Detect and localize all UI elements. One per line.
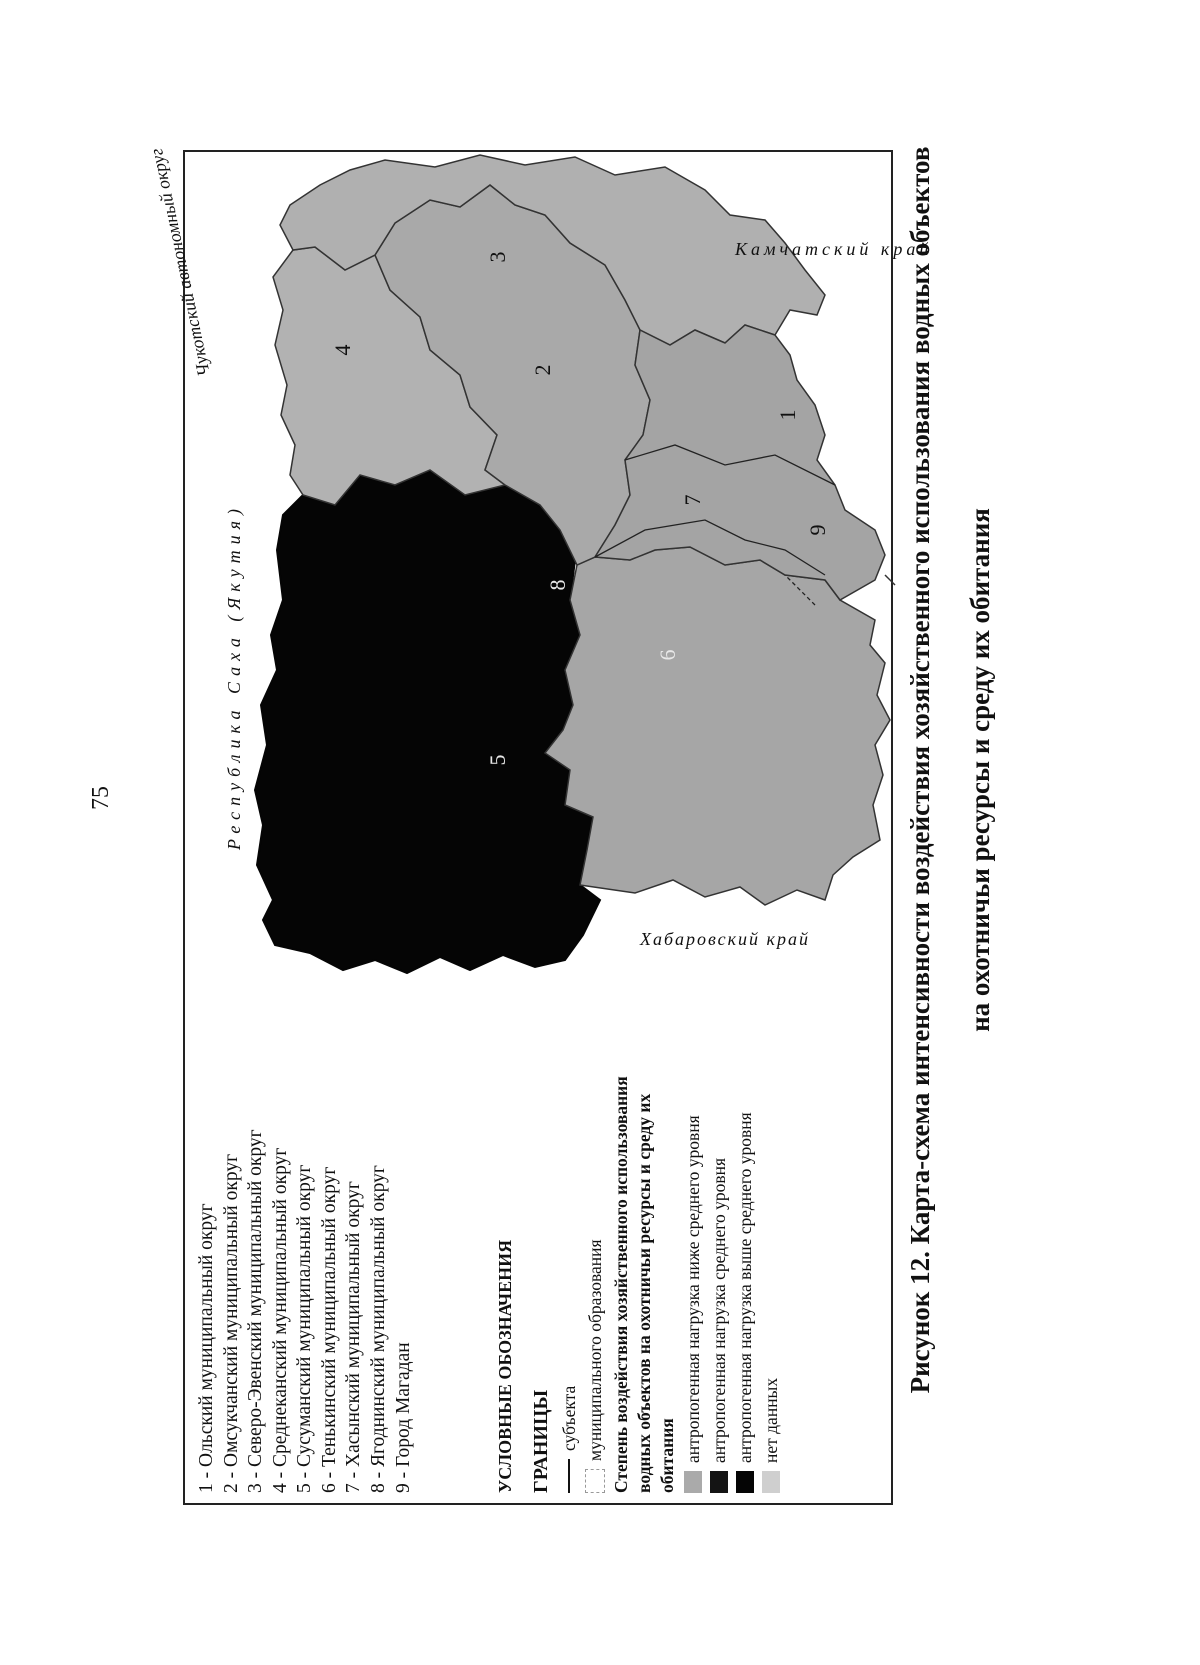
district-number-8: 8 [545,579,570,591]
district-list-item: 7 - Хасынский муниципальный округ [343,1181,365,1493]
district-number-6: 6 [655,649,680,661]
district-list-item: 6 - Тенькинский муниципальный округ [318,1166,340,1493]
district-list-item: 1 - Ольский муниципальный округ [196,1203,217,1493]
region-south [545,547,890,905]
district-number-2: 2 [530,364,555,376]
label-khabarovsk: Хабаровский край [640,929,810,949]
page-number: 75 [88,786,114,810]
level-label: антропогенная нагрузка ниже среднего уровня [683,1115,704,1463]
label-kamchatka: Камчатский край [735,239,933,259]
impact-title: Степень воздействия хозяйственного использования водных объектов на охотничьи ресурсы и среду их обитания [611,1076,677,1493]
district-number-5: 5 [485,754,510,766]
district-number-1: 1 [775,409,800,421]
borders-title: ГРАНИЦЫ [529,1389,552,1493]
district-number-7: 7 [680,494,705,506]
subject-border-label: субъекта [558,1385,579,1451]
coastline [885,575,895,585]
district-list-item: 9 - Город Магадан [392,1342,414,1493]
label-chukotka: Чукотский автономный округ [146,146,214,379]
level-label: антропогенная нагрузка среднего уровня [709,1157,730,1463]
municipal-border-label: муниципального образования [584,1239,605,1461]
label-yakutia: Республика Саха (Якутия) [224,503,244,850]
district-list-item: 5 - Сусуманский муниципальный округ [294,1164,316,1493]
district-list-item: 8 - Ягоднинский муниципальный округ [367,1165,389,1493]
district-list-item: 3 - Северо-Эвенский муниципальный округ [245,1129,267,1493]
level-label: нет данных [761,1377,782,1463]
district-number-3: 3 [485,251,510,263]
district-list-item: 2 - Омсукчанский муниципальный округ [220,1153,242,1493]
district-number-4: 4 [330,344,355,356]
district-list-item: 4 - Среднеканский муниципальный округ [269,1147,291,1493]
caption-line-2: на охотничьи ресурсы и среду их обитания [964,508,995,1032]
level-label: антропогенная нагрузка выше среднего уровня [735,1112,756,1463]
region-high-load [255,470,600,973]
legend-title: УСЛОВНЫЕ ОБОЗНАЧЕНИЯ [495,1239,516,1493]
district-number-9: 9 [805,524,830,536]
figure-caption [900,20,1002,1520]
caption-line-1: Рисунок 12. Карта-схема интенсивности воздействия хозяйственного использования водных объектов [905,146,935,1394]
